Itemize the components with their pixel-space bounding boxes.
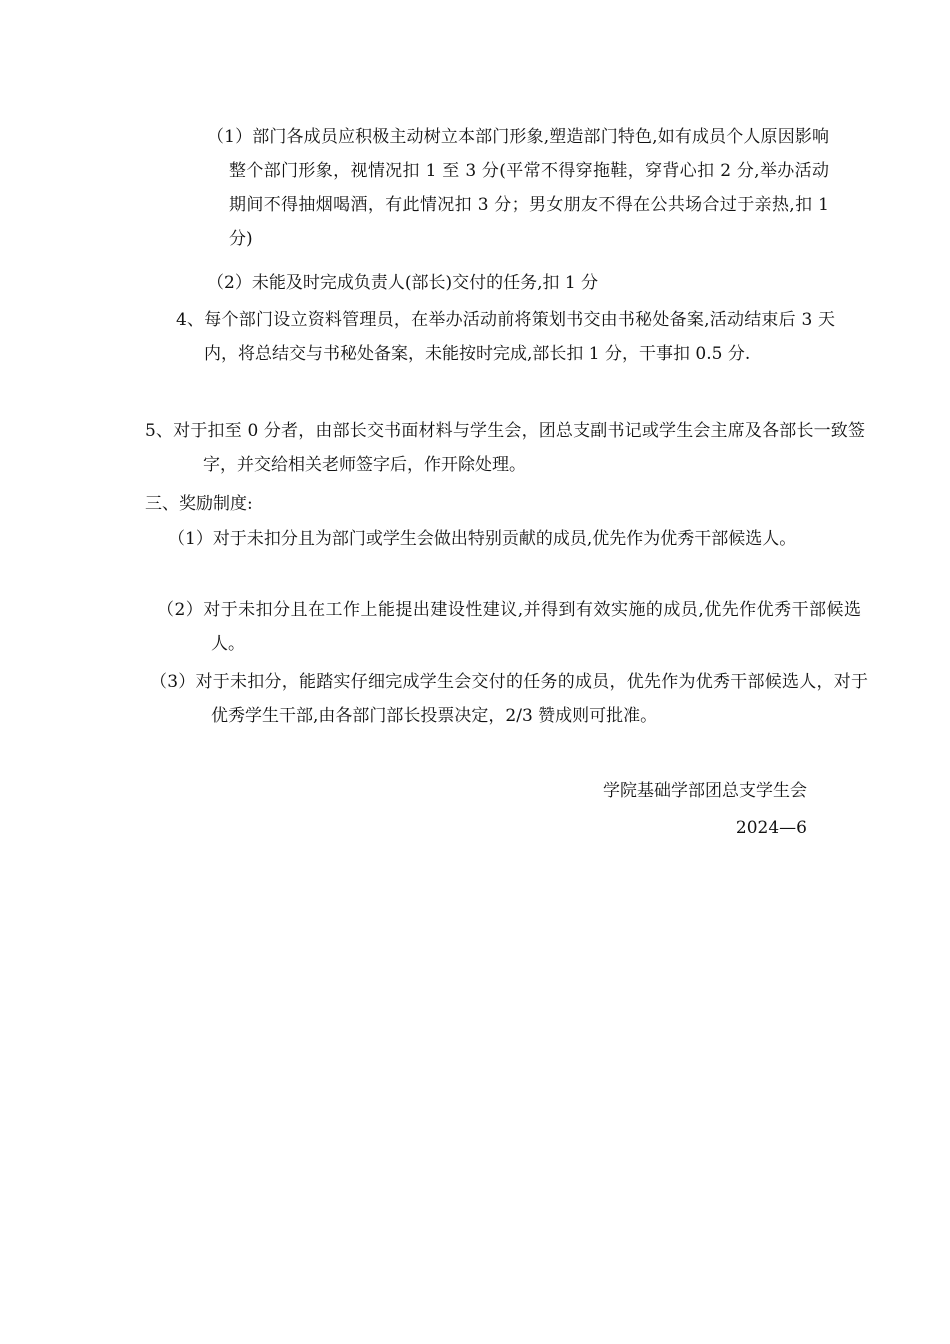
signature-organization: 学院基础学部团总支学生会 — [603, 781, 807, 801]
rule-item-1: （1）部门各成员应积极主动树立本部门形象,塑造部门特色,如有成员个人原因影响整个部门形象，视情况扣 1 至 3 分(平常不得穿拖鞋，穿背心扣 2 分,举办活动期间不得抽烟喝酒，有此情况扣 3 分；男女朋友不得在公共场合过于亲热,扣 1 分) — [207, 127, 829, 249]
reward-item-2: （2）对于未扣分且在工作上能提出建设性建议,并得到有效实施的成员,优先作优秀干部候选人。 — [157, 600, 861, 654]
reward-item-1: （1）对于未扣分且为部门或学生会做出特别贡献的成员,优先作为优秀干部候选人。 — [168, 529, 797, 549]
rule-section-4: 4、每个部门设立资料管理员，在举办活动前将策划书交由书秘处备案,活动结束后 3 天内，将总结交与书秘处备案，未能按时完成,部长扣 1 分，干事扣 0.5 分. — [176, 310, 835, 364]
reward-item-3: （3）对于未扣分，能踏实仔细完成学生会交付的任务的成员，优先作为优秀干部候选人，对于优秀学生干部,由各部门部长投票决定，2/3 赞成则可批准。 — [150, 672, 868, 726]
section-heading-rewards: 三、奖励制度: — [145, 494, 253, 514]
rule-section-5: 5、对于扣至 0 分者，由部长交书面材料与学生会，团总支副书记或学生会主席及各部长一致签字，并交给相关老师签字后，作开除处理。 — [145, 421, 865, 475]
rule-item-2: （2）未能及时完成负责人(部长)交付的任务,扣 1 分 — [207, 273, 599, 293]
signature-date: 2024—6 — [735, 818, 807, 838]
